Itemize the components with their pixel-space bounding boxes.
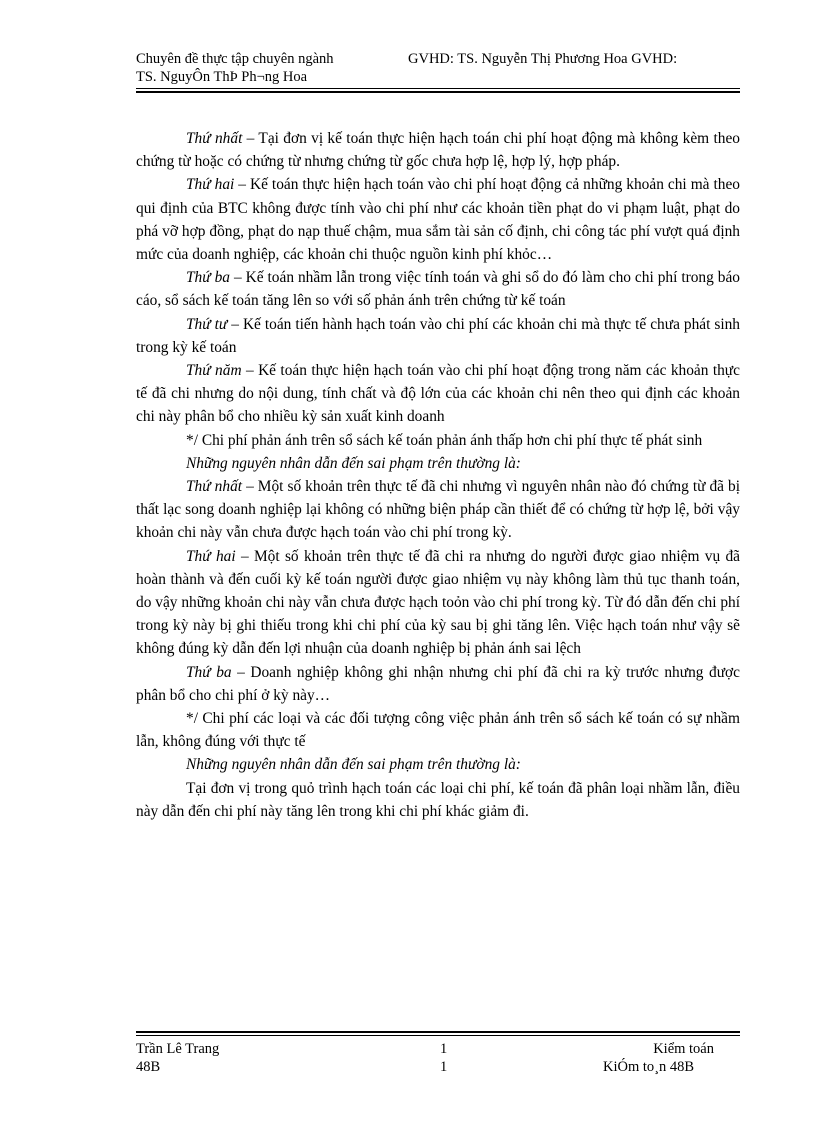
header-advisor: GVHD: TS. Nguyễn Thị Phương Hoa GVHD: [408,51,678,67]
paragraph [136,127,740,173]
paragraph [136,266,740,312]
section-heading: Những nguyên nhân dẫn đến sai phạm trên thường là: [186,756,521,774]
paragraph-lead: Thứ tư [186,315,228,333]
page-footer [136,1040,740,1076]
paragraph [136,475,740,545]
paragraph-lead: Thứ nhất [186,130,243,147]
page-header [136,50,740,86]
paragraph-text: – Kế toán tiến hành hạch toán vào chi phí các khoản chi mà thực tế chưa phát sinh trong kỳ kế toán [136,315,740,356]
paragraph-text: – Kế toán thực hiện hạch toán vào chi phí hoạt động cả những khoản chi mà theo qui định của BTC không được tính vào chi phí như các khoản tiền phạt do vi phạm luật, phạt do phá vỡ hợp đồng, phạt do nạp thuế chậm, mua sắm tài sản cố định, chi công tác phí vượt quá định mức của doanh nghiệp, các khoản chi thuộc nguồn kinh phí khỏc… [136,176,740,264]
paragraph [136,359,740,429]
paragraph-lead: Thứ năm [186,362,242,380]
paragraph [136,661,740,707]
paragraph-text: */ Chi phí các loại và các đối tượng công việc phản ánh trên sổ sách kế toán có sự nhầm lẫn, không đúng với thực tế [136,710,740,751]
paragraph-text: – Một số khoản trên thực tế đã chi ra nhưng do người được giao nhiệm vụ đã hoàn thành và đến cuối kỳ kế toán người được giao nhiệm vụ này không làm thủ tục thanh toán, do vậy những khoản chi này vẫn chưa được hạch toỏn vào chi phí trong kỳ. Từ đó dẫn đến chi phí trong kỳ này bị ghi thiếu trong khi chi phí của kỳ sau bị ghi tăng lên. Việc hạch toán như vậy sẽ không đúng kỳ dẫn đến lợi nhuận của doanh nghiệp bị phản ánh sai lệch [136,547,740,658]
paragraph [136,777,740,823]
header-title: Chuyên đề thực tập chuyên ngành [136,51,334,67]
paragraph-text: – Tại đơn vị kế toán thực hiện hạch toán chi phí hoạt động mà không kèm theo chứng từ hoặc có chứng từ nhưng chứng từ gốc chưa hợp lệ, hợp lý, hợp pháp. [136,130,740,171]
footer-page-number-legacy: 1 [440,1059,448,1075]
footer-rule-thin [136,1035,740,1036]
paragraph-lead: Thứ nhất [186,478,243,496]
document-body [136,127,740,823]
paragraph-text: – Kế toán thực hiện hạch toán vào chi phí hoạt động trong năm các khoản thực tế đã chi nhưng do nội dung, tính chất và độ lớn của các khoản chi nên theo qui định các khoản chi này phân bổ cho nhiều kỳ sản xuất kinh doanh [136,362,740,426]
footer-rule-thick [136,1031,740,1033]
paragraph-note [136,707,740,753]
paragraph-text: – Kế toán nhầm lẫn trong việc tính toán và ghi sổ do đó làm cho chi phí trong báo cáo, sổ sách kế toán tăng lên so với số phản ánh trên chứng từ kế toán [136,269,740,310]
footer-page-number: 1 [440,1041,448,1057]
footer-author: Trần Lê Trang [136,1041,220,1057]
footer-department-legacy: KiÓm to¸n 48B [602,1059,694,1075]
paragraph-text: */ Chi phí phản ánh trên sổ sách kế toán phản ánh thấp hơn chi phí thực tế phát sinh [186,431,703,449]
paragraph [136,313,740,359]
paragraph-lead: Thứ ba [186,663,232,681]
paragraph-text: Tại đơn vị trong quỏ trình hạch toán các loại chi phí, kế toán đã phân loại nhầm lẫn, điều này dẫn đến chi phí này tăng lên trong khi chi phí khác giảm đi. [136,779,740,820]
footer-department: Kiểm toán [653,1041,714,1057]
paragraph [136,173,740,266]
header-rule-thick [136,91,740,93]
paragraph-text: – Một số khoản trên thực tế đã chi nhưng vì nguyên nhân nào đó chứng từ đã bị thất lạc song doanh nghiệp lại không có những biện pháp cần thiết để có chứng từ hợp lệ, bởi vậy khoản chi này vẫn chưa được hạch toán vào chi phí trong kỳ. [136,478,740,542]
paragraph-text: – Doanh nghiệp không ghi nhận nhưng chi phí đã chi ra kỳ trước nhưng được phân bổ cho chi phí ở kỳ này… [136,663,741,704]
paragraph-lead: Thứ hai [186,547,236,565]
footer-class-code: 48B [136,1059,161,1075]
paragraph-lead: Thứ ba [186,269,230,287]
header-rule-thin [136,88,740,89]
section-heading: Những nguyên nhân dẫn đến sai phạm trên thường là: [186,454,521,472]
paragraph-lead: Thứ hai [186,176,235,194]
paragraph [136,545,740,661]
header-advisor-legacy: TS. NguyÔn ThÞ Ph¬ng Hoa [136,69,308,85]
paragraph-note [136,429,740,452]
